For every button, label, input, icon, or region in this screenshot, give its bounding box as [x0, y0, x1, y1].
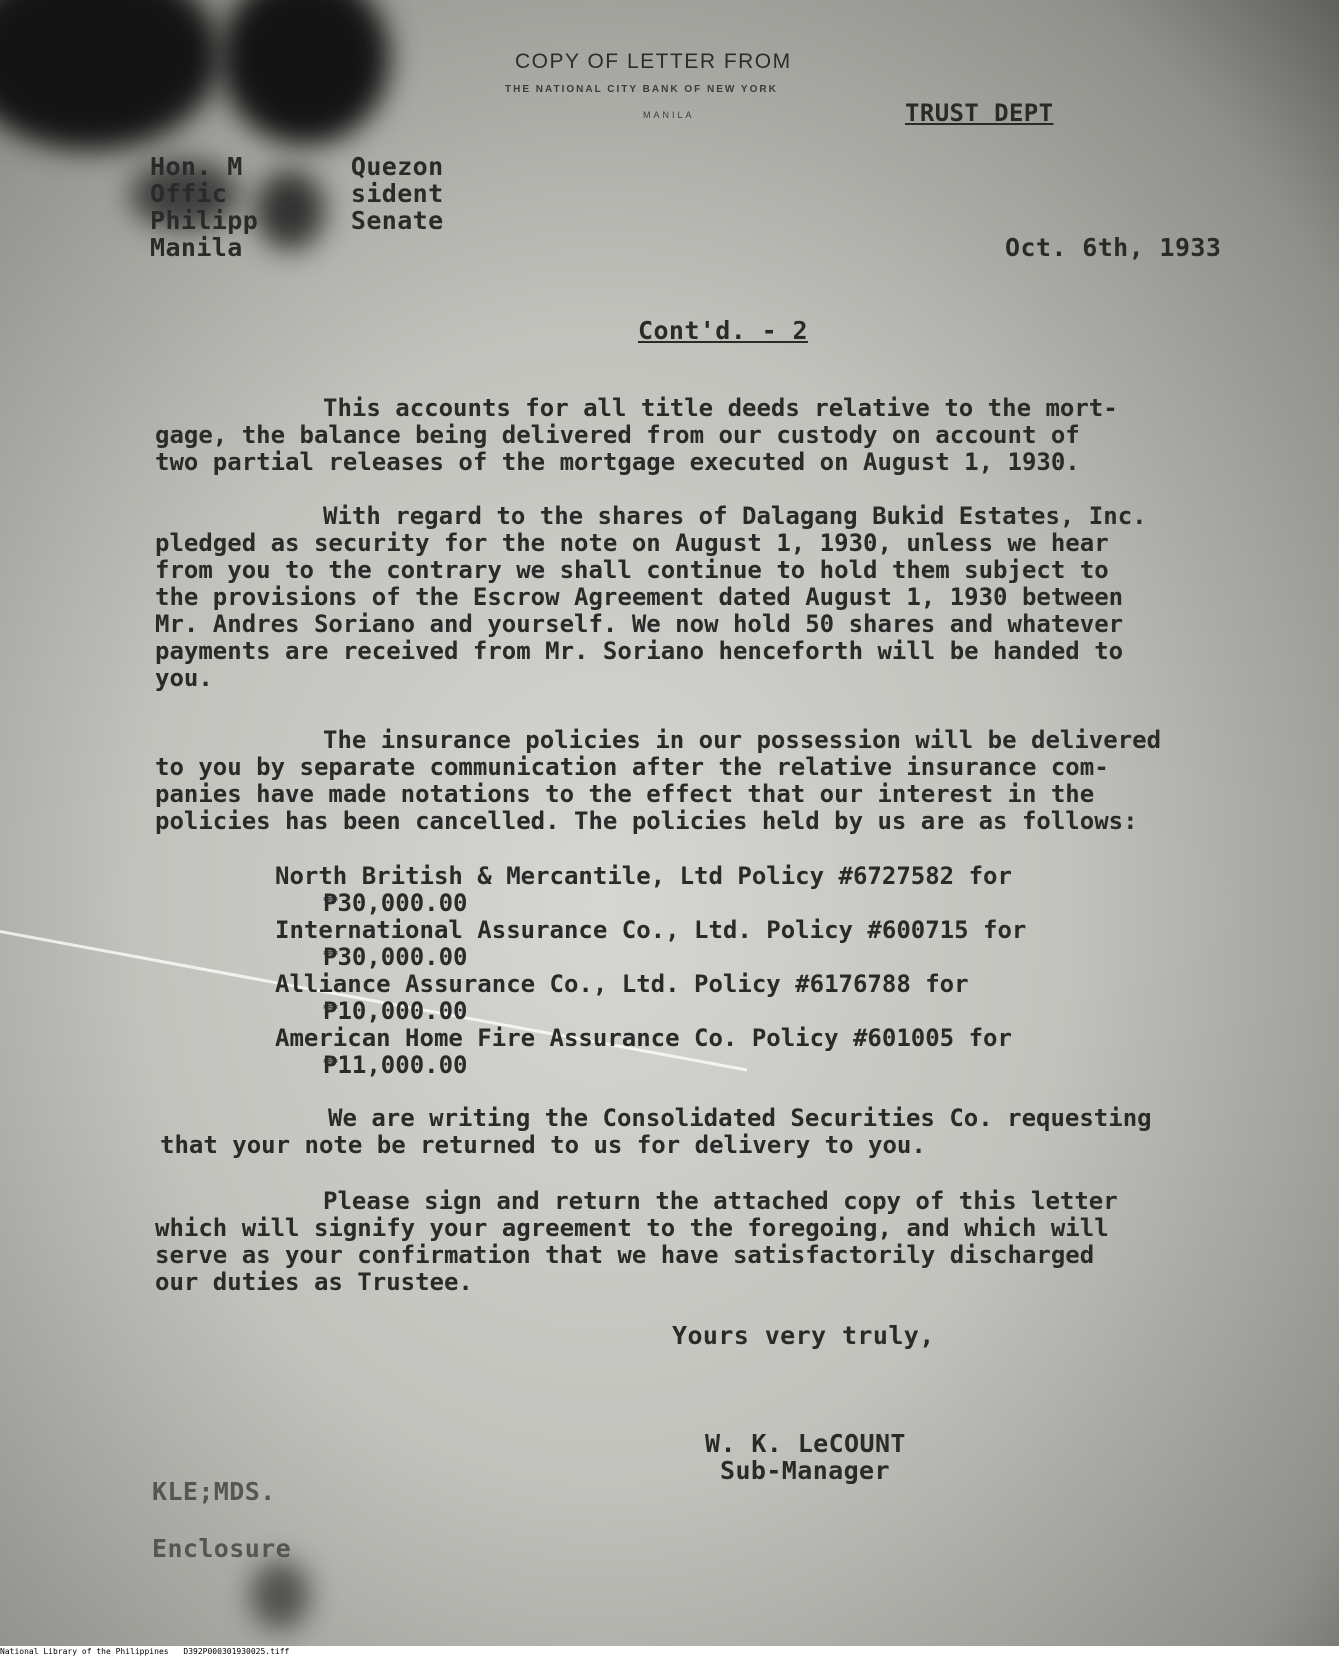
- address-line: Hon. M Quezon: [150, 152, 444, 181]
- text-line: We are writing the Consolidated Securities Co. requesting: [328, 1104, 1152, 1132]
- policy-amount: ₱30,000.00: [323, 943, 468, 971]
- text-line: to you by separate communication after the relative insurance com-: [155, 753, 1109, 781]
- department-label: TRUST DEPT: [905, 99, 1054, 127]
- address-line: Manila: [150, 233, 243, 262]
- paragraph-3: [155, 727, 1161, 835]
- text-line: payments are received from Mr. Soriano henceforth will be handed to: [155, 637, 1124, 665]
- text-line: pledged as security for the note on August 1, 1930, unless we hear: [155, 529, 1109, 557]
- text-line: that your note be returned to us for delivery to you.: [160, 1131, 926, 1159]
- archive-footer: [0, 1647, 289, 1656]
- address-line: Philipp Senate: [150, 206, 444, 235]
- text-line: With regard to the shares of Dalagang Bukid Estates, Inc.: [323, 502, 1147, 530]
- reference-initials: KLE;MDS.: [152, 1477, 276, 1506]
- signer-name: W. K. LeCOUNT: [705, 1429, 906, 1458]
- policy-list: [275, 863, 1026, 1079]
- continuation-heading: Cont'd. - 2: [638, 316, 808, 345]
- paragraph-4: [160, 1105, 1152, 1159]
- address-line: Offic sident: [150, 179, 444, 208]
- text-line: This accounts for all title deeds relative to the mort-: [323, 394, 1118, 422]
- text-line: our duties as Trustee.: [155, 1268, 473, 1296]
- policy-name: North British & Mercantile, Ltd Policy #6727582 for: [275, 862, 1012, 890]
- text-line: two partial releases of the mortgage executed on August 1, 1930.: [155, 448, 1080, 476]
- ink-blot: [250, 1560, 310, 1630]
- text-line: Mr. Andres Soriano and yourself. We now hold 50 shares and whatever: [155, 610, 1124, 638]
- letterhead-city: MANILA: [643, 110, 695, 120]
- text-line: panies have made notations to the effect that our interest in the: [155, 780, 1095, 808]
- text-line: policies has been cancelled. The policies held by us are as follows:: [155, 807, 1138, 835]
- text-line: you.: [155, 664, 213, 692]
- file-name: D392P000301930025.tiff: [183, 1647, 290, 1656]
- text-line: gage, the balance being delivered from our custody on account of: [155, 421, 1080, 449]
- paragraph-1: [155, 395, 1118, 476]
- closing: Yours very truly,: [672, 1321, 935, 1350]
- policy-amount: ₱30,000.00: [323, 889, 468, 917]
- policy-name: International Assurance Co., Ltd. Policy #600715 for: [275, 916, 1027, 944]
- letterhead-bank: THE NATIONAL CITY BANK OF NEW YORK: [505, 84, 778, 95]
- signer-title: Sub-Manager: [720, 1456, 890, 1485]
- policy-name: Alliance Assurance Co., Ltd. Policy #6176788 for: [275, 970, 969, 998]
- ink-blot: [220, 0, 390, 145]
- library-credit: National Library of the Philippines: [0, 1647, 169, 1656]
- letter-date: Oct. 6th, 1933: [1005, 233, 1222, 262]
- text-line: which will signify your agreement to the foregoing, and which will: [155, 1214, 1109, 1242]
- paragraph-2: [155, 503, 1147, 692]
- policy-amount: ₱11,000.00: [323, 1051, 468, 1079]
- paragraph-5: [155, 1188, 1118, 1296]
- policy-name: American Home Fire Assurance Co. Policy #601005 for: [275, 1024, 1012, 1052]
- enclosure-note: Enclosure: [152, 1534, 292, 1563]
- policy-amount: ₱10,000.00: [323, 997, 468, 1025]
- text-line: The insurance policies in our possession will be delivered: [323, 726, 1162, 754]
- letterhead-title: COPY OF LETTER FROM: [515, 50, 792, 73]
- text-line: from you to the contrary we shall continue to hold them subject to: [155, 556, 1109, 584]
- text-line: serve as your confirmation that we have satisfactorily discharged: [155, 1241, 1095, 1269]
- text-line: Please sign and return the attached copy of this letter: [323, 1187, 1118, 1215]
- ink-blot: [0, 0, 220, 150]
- text-line: the provisions of the Escrow Agreement dated August 1, 1930 between: [155, 583, 1124, 611]
